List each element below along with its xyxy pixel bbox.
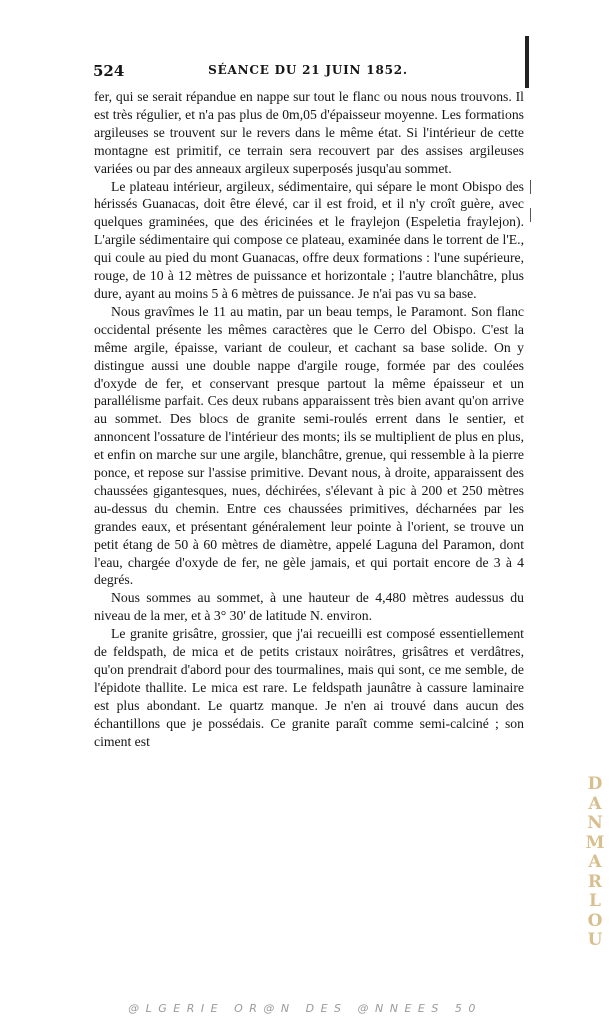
binding-edge-mark bbox=[525, 36, 529, 88]
paragraph: fer, qui se serait répandue en nappe sur tout le flanc ou nous nous trouvons. Il est très régulier, et n'a pas plus de 0m,05 d'épaisseur moyenne. Les formations argileuses se trouvent sur le revers dans le même état. Si l'intérieur de cette montagne est primitif, ce terrain sera recouvert par des assises argileuses variées ou par des anneaux argileux superposés jusqu'au sommet. bbox=[94, 89, 524, 176]
vertical-watermark: DANMARLOU bbox=[585, 774, 605, 950]
page-header bbox=[93, 62, 523, 82]
paragraph: Nous sommes au sommet, à une hauteur de 4,480 mètres audessus du niveau de la mer, et à 3° 30' de latitude N. environ. bbox=[94, 590, 524, 624]
body-text bbox=[94, 88, 524, 751]
margin-tick-mark bbox=[530, 180, 531, 194]
paragraph: Le granite grisâtre, grossier, que j'ai recueilli est composé essentiellement de feldspath, de mica et de petits cristaux noirâtres, grisâtres et verdâtres, qu'on prendrait d'abord pour des tourmalines, mais qui sont, ce me semble, de l'épidote thallite. Le mica est rare. Le feldspath jaunâtre à cassure laminaire est plus abondant. Le quartz manque. Je n'en ai trouvé dans aucun des échantillons que je possédais. Ce granite paraît comme semi-calciné ; son ciment est bbox=[94, 626, 524, 749]
paragraph: Nous gravîmes le 11 au matin, par un beau temps, le Paramont. Son flanc occidental présente les mêmes caractères que le Cerro del Obispo. C'est la même argile, épaisse, variant de couleur, et cachant sa base solide. On y distingue aussi une double nappe d'argile rouge, formée par des coulées d'oxyde de fer, et conservant presque partout la même épaisseur et un parallélisme parfait. Ces deux rubans apparaissent très bien avant qu'on arrive au sommet. Des blocs de granite semi-roulés errent dans le sentier, et annoncent l'ossature de l'intérieur des monts; ils se multiplient de plus en plus, et enfin on marche sur une argile, blanchâtre, grenue, qui ressemble à la pierre ponce, et repose sur l'assise primitive. Devant nous, à droite, apparaissent des chaussées gigantesques, nues, déchirées, s'élevant à pic à 200 et 250 mètres au-dessus du chemin. Entre ces chaussées primitives, décharnées par les grandes eaux, et présentant généralement leur pointe à l'orient, se trouve un petit étang de 50 à 60 mètres de diamètre, appelé Laguna del Paramon, dont l'eau, chargée d'oxyde de fer, ne gèle jamais, et qui portait encore de 3 à 4 degrés. bbox=[94, 303, 524, 588]
margin-tick-mark bbox=[530, 208, 531, 222]
footer-watermark: @LGERIE OR@N DES @NNEES 50 bbox=[128, 1002, 482, 1015]
running-title: SÉANCE DU 21 JUIN 1852. bbox=[208, 63, 408, 77]
page-number: 524 bbox=[93, 62, 125, 80]
paragraph: Le plateau intérieur, argileux, sédimentaire, qui sépare le mont Obispo des hérissés Guanacas, doit être élevé, car il est froid, et il n'y croît guère, avec quelques graminées, que des éricinées et le fraylejon (Espeletia fraylejon). L'argile sédimentaire qui compose ce plateau, examinée dans le torrent de l'E., qui coule au pied du mont Guanacas, offre deux formations : l'une supérieure, rouge, de 10 à 12 mètres de puissance et horizontale ; l'autre blanchâtre, plus dure, ayant au moins 5 à 6 mètres de puissance. Je n'ai pas vu sa base. bbox=[94, 178, 524, 301]
